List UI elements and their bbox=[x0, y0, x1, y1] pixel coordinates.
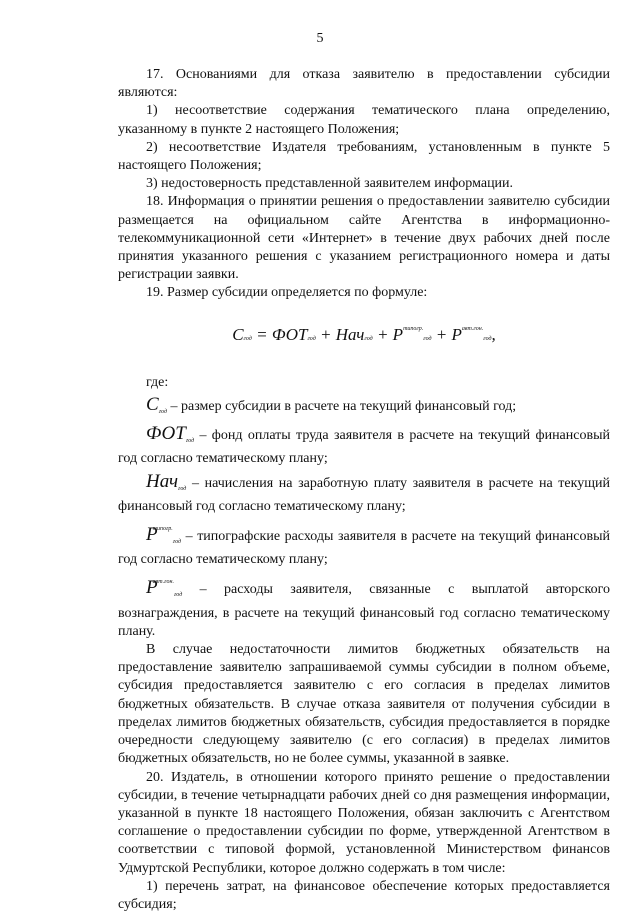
paragraph-17-item-3: 3) недостоверность представленной заявителем информации. bbox=[146, 176, 514, 192]
formula-fot-sub: год bbox=[307, 335, 316, 342]
formula-p-tip: Р bbox=[392, 324, 404, 344]
paragraph-19: 19. Размер субсидии определяется по формуле: bbox=[146, 285, 428, 301]
paragraph-20: 20. Издатель, в отношении которого принято решение о предоставлении субсидии, в течение четырнадцати рабочих дней со дня размещения информации, указанной в пункте 18 настоящего Положения, обязан заключить с Агентством соглашение о предоставлении субсидии по форме, утвержденной Агентством в соответствии с типовой формой, установленной Министерством финансов Удмуртской Республики, которое должно содержать в том числе: bbox=[118, 769, 610, 876]
formula-p-avt-sup: авт.гон. bbox=[461, 325, 484, 332]
symbol-fot: $ФОТ_{год}$ bbox=[146, 423, 195, 445]
formula-p-tip-sub: год bbox=[423, 335, 432, 342]
formula-fot: ФОТ bbox=[271, 324, 308, 344]
definition-nach bbox=[118, 470, 610, 516]
formula-c: С bbox=[232, 324, 244, 344]
definition-fot bbox=[118, 425, 610, 468]
symbol-p-tip: $Р^{типогр.}_{год}$ bbox=[146, 524, 182, 546]
paragraph-17-item-1: 1) несоответствие содержания тематического плана определению, указанному в пункте 2 настоящего Положения; bbox=[118, 103, 610, 137]
definition-tip-text: – типографские расходы заявителя в расчете на текущий финансовый год согласно тематическому плану; bbox=[118, 529, 610, 568]
definition-fot-text: – фонд оплаты труда заявителя в расчете на текущий финансовый год согласно тематическому плану; bbox=[118, 428, 610, 467]
paragraph-19-limits: В случае недостаточности лимитов бюджетных обязательств на предоставление заявителю запрашиваемой суммы субсидии в полном объеме, субсидия предоставляется заявителю с его согласия в пределах лимитов бюджетных обязательств. В случае отказа заявителя от получения субсидии в пределах лимитов бюджетных обязательств, субсидия предоставляется в порядке очередности следующему заявителю (с его согласия) в пределах лимитов бюджетных обязательств, но не более суммы, указанной в заявке. bbox=[118, 642, 610, 767]
paragraph-17-item-2: 2) несоответствие Издателя требованиям, установленным в пункте 5 настоящего Положения; bbox=[118, 139, 610, 174]
document-body bbox=[118, 66, 610, 914]
formula-c-sub: год bbox=[243, 335, 252, 342]
definition-avt bbox=[118, 573, 610, 641]
paragraph-18: 18. Информация о принятии решения о предоставлении заявителю субсидии размещается на официальном сайте Агентства в информационно-телекоммуникационной сети «Интернет» в течение двух рабочих дней после принятия указанного решения с указанием регистрационного номера и даты регистрации заявки. bbox=[118, 194, 610, 283]
formula-p-tip-sup: типогр. bbox=[403, 325, 424, 332]
definition-tip bbox=[118, 520, 610, 569]
formula-p-avt: Р bbox=[451, 324, 462, 344]
page-number: 5 bbox=[316, 31, 324, 46]
paragraph-20-item-1: 1) перечень затрат, на финансовое обеспечение которых предоставляется субсидия; bbox=[118, 878, 610, 912]
formula-plus-3: + bbox=[431, 324, 452, 344]
definition-avt-text: – расходы заявителя, связанные с выплатой авторского вознаграждения, в расчете на текущий финансовый год согласно тематическому плану. bbox=[118, 582, 610, 639]
formula-plus-1: + bbox=[315, 324, 336, 344]
paragraph-17: 17. Основаниями для отказа заявителю в предоставлении субсидии являются: bbox=[118, 67, 610, 101]
where-label: где: bbox=[146, 374, 169, 390]
formula-plus-2: + bbox=[372, 324, 393, 344]
definition-nach-text: – начисления на заработную плату заявителя в расчете на текущий финансовый год согласно тематическому плану; bbox=[118, 475, 610, 514]
formula-p-avt-sub: год bbox=[483, 335, 492, 342]
formula-nach-sub: год bbox=[364, 335, 373, 342]
definition-c bbox=[118, 396, 610, 421]
formula-nach: Нач bbox=[335, 324, 365, 344]
symbol-p-avt: $Р^{авт.гон.}_{год}$ bbox=[146, 577, 183, 599]
symbol-nach: Нач$_{год}$ bbox=[146, 470, 187, 492]
definition-c-text: – размер субсидии в расчете на текущий финансовый год; bbox=[166, 399, 517, 415]
formula-eq: = bbox=[251, 324, 272, 344]
formula-end: , bbox=[491, 324, 496, 344]
subsidy-formula bbox=[118, 320, 610, 348]
symbol-c: $С_{год}$ bbox=[146, 394, 167, 416]
